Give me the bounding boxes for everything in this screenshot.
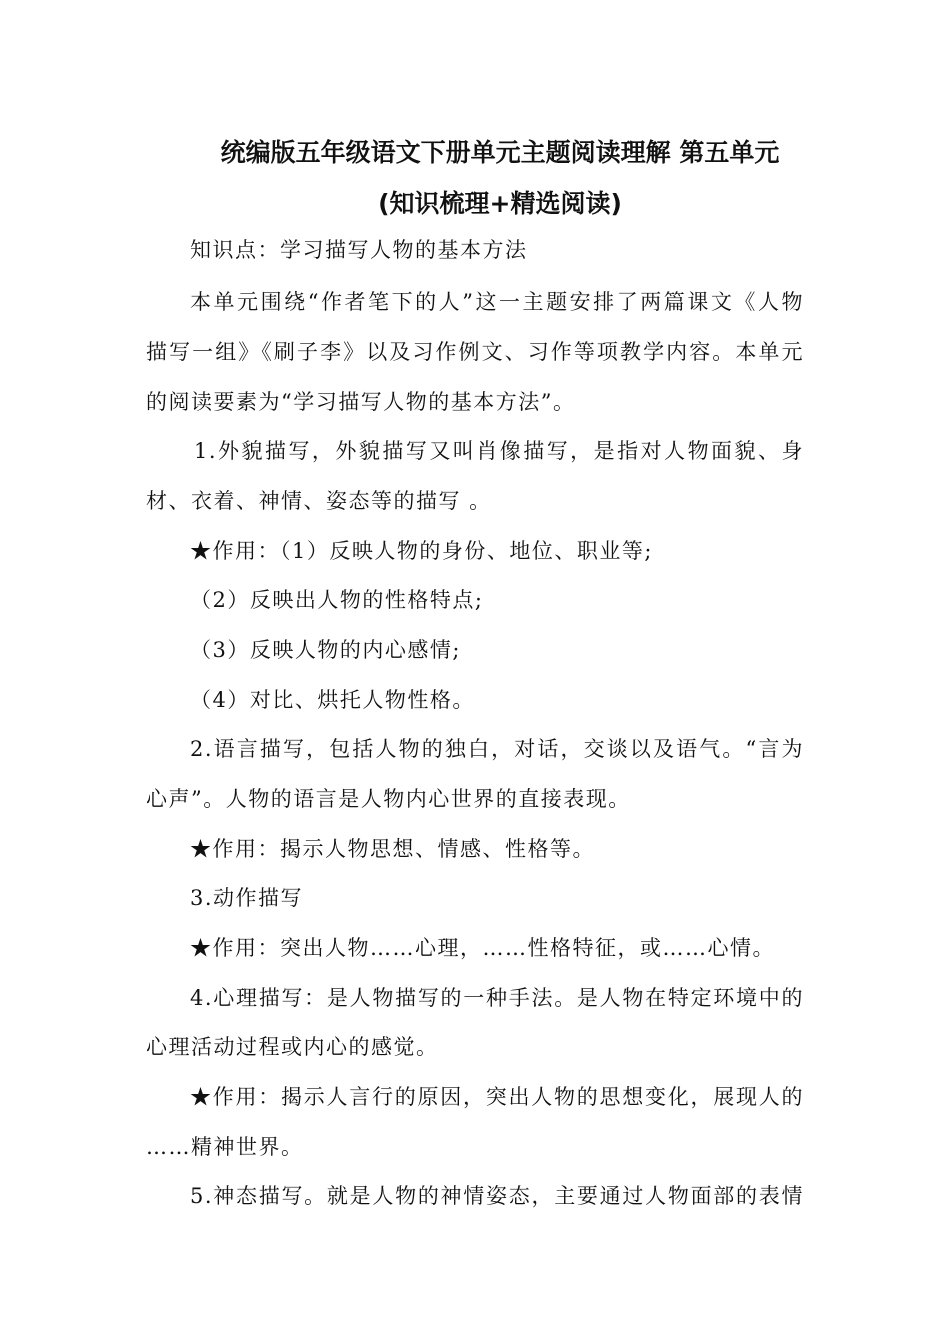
paragraph-line: 4.心理描写：是人物描写的一种手法。是人物在特定环境中的 <box>190 986 804 1010</box>
paragraph-line: ……精神世界。 <box>146 1135 304 1159</box>
paragraph-line: 材、衣着、神情、姿态等的描写 。 <box>146 489 492 513</box>
paragraph-line: 2.语言描写，包括人物的独白，对话，交谈以及语气。“言为 <box>190 737 804 761</box>
effect-item: （2）反映出人物的性格特点; <box>190 588 484 612</box>
document-subtitle: (知识梳理+精选阅读) <box>378 189 622 218</box>
effect-item: （4）对比、烘托人物性格。 <box>190 688 475 712</box>
paragraph-line: 描写一组》《刷子李》以及习作例文、习作等项教学内容。本单元 <box>146 340 804 364</box>
paragraph-line: 1.外貌描写，外貌描写又叫肖像描写，是指对人物面貌、身 <box>194 439 804 463</box>
paragraph-line: 心声”。人物的语言是人物内心世界的直接表现。 <box>146 787 631 811</box>
effect-line: ★作用：揭示人物思想、情感、性格等。 <box>190 837 595 861</box>
document-title: 统编版五年级语文下册单元主题阅读理解 第五单元 <box>220 138 780 167</box>
effect-line: ★作用：突出人物……心理，……性格特征，或……心情。 <box>190 936 775 960</box>
section-heading: 3.动作描写 <box>190 886 304 910</box>
effect-item: （3）反映人物的内心感情; <box>190 638 461 662</box>
paragraph-line: 的阅读要素为“学习描写人物的基本方法”。 <box>146 390 576 414</box>
paragraph-line: 心理活动过程或内心的感觉。 <box>146 1035 439 1059</box>
effect-line: ★作用：揭示人言行的原因，突出人物的思想变化，展现人的 <box>190 1085 804 1109</box>
paragraph-line: 本单元围绕“作者笔下的人”这一主题安排了两篇课文《人物 <box>190 290 804 314</box>
paragraph-line: 5.神态描写。就是人物的神情姿态，主要通过人物面部的表情 <box>190 1184 804 1208</box>
effect-line: ★作用：（1）反映人物的身份、地位、职业等; <box>190 539 653 563</box>
knowledge-point-heading: 知识点：学习描写人物的基本方法 <box>190 238 528 262</box>
